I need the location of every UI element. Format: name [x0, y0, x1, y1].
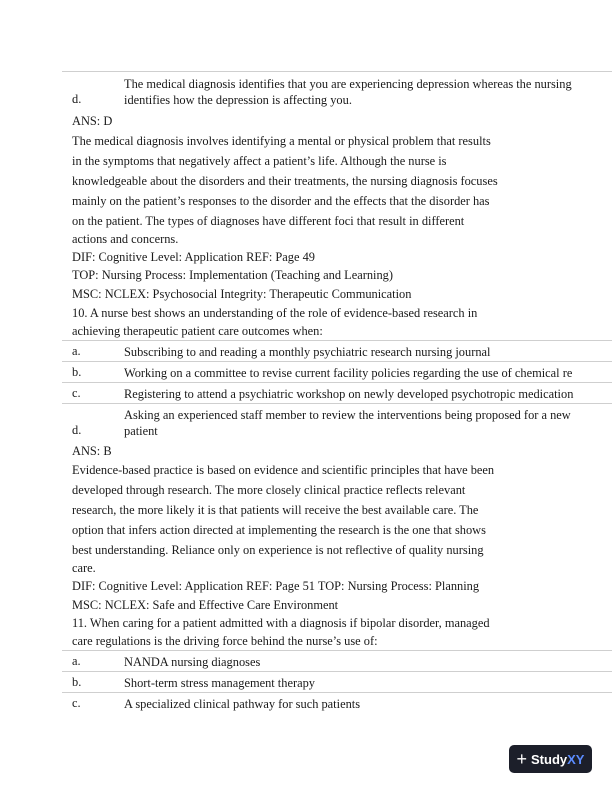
table-divider [62, 71, 612, 72]
q9-rationale-line: The medical diagnosis involves identifying a mental or physical problem that results [72, 134, 491, 148]
q9-meta-line: TOP: Nursing Process: Implementation (Teaching and Learning) [72, 268, 393, 282]
table-divider [62, 403, 612, 404]
q10-answer: ANS: B [72, 444, 112, 458]
table-divider [62, 671, 612, 672]
option-letter: a. [72, 344, 81, 358]
option-text: A specialized clinical pathway for such patients [124, 697, 361, 711]
q10-option-d-line1: Asking an experienced staff member to review the interventions being proposed for a new [124, 408, 571, 422]
q10-rationale-line: research, the more likely it is that patients will receive the best available care. The [72, 503, 479, 517]
option-letter: c. [72, 386, 81, 400]
table-divider [62, 361, 612, 362]
option-text: Registering to attend a psychiatric workshop on newly developed psychotropic medication [124, 387, 574, 401]
q10-rationale-line: Evidence-based practice is based on evidence and scientific principles that have been [72, 463, 495, 477]
q10-rationale-line: care. [72, 561, 96, 575]
option-letter: c. [72, 696, 81, 710]
logo-text-main: Study [531, 751, 568, 767]
table-divider [62, 692, 612, 693]
q10-rationale-line: best understanding. Reliance only on experience is not reflective of quality nursing [72, 543, 484, 557]
q10-meta-line: DIF: Cognitive Level: Application REF: Page 51 TOP: Nursing Process: Planning [72, 579, 480, 593]
q9-rationale-line: knowledgeable about the disorders and their treatments, the nursing diagnosis focuses [72, 174, 498, 188]
option-letter: b. [72, 675, 82, 689]
logo-text-accent: XY [567, 751, 585, 767]
studyxy-logo [509, 745, 592, 773]
q9-meta-line: DIF: Cognitive Level: Application REF: Page 49 [72, 250, 315, 264]
q9-answer: ANS: D [72, 114, 113, 128]
q9-option-d-letter: d. [72, 92, 82, 106]
plus-icon: + [516, 749, 528, 769]
table-divider [62, 382, 612, 383]
q10-stem-line: 10. A nurse best shows an understanding of the role of evidence-based research in [72, 306, 478, 320]
q9-option-d-line1: The medical diagnosis identifies that you are experiencing depression whereas the nursing [124, 77, 572, 91]
option-letter: a. [72, 654, 81, 668]
q9-rationale-line: actions and concerns. [72, 232, 179, 246]
q9-option-d-line2: identifies how the depression is affecting you. [124, 93, 352, 107]
q10-option-d-line2: patient [124, 424, 158, 438]
option-text: Working on a committee to revise current facility policies regarding the use of chemical re [124, 366, 573, 380]
q10-stem-line: achieving therapeutic patient care outcomes when: [72, 324, 323, 338]
q9-rationale-line: in the symptoms that negatively affect a patient’s life. Although the nurse is [72, 154, 447, 168]
q9-rationale-line: on the patient. The types of diagnoses have different foci that result in different [72, 214, 465, 228]
option-text: NANDA nursing diagnoses [124, 655, 261, 669]
q9-rationale-line: mainly on the patient’s responses to the disorder and the effects that the disorder has [72, 194, 490, 208]
q9-meta-line: MSC: NCLEX: Psychosocial Integrity: Therapeutic Communication [72, 287, 412, 301]
table-divider [62, 650, 612, 651]
q10-meta-line: MSC: NCLEX: Safe and Effective Care Environment [72, 598, 339, 612]
q11-stem-line: care regulations is the driving force behind the nurse’s use of: [72, 634, 378, 648]
q11-stem-line: 11. When caring for a patient admitted with a diagnosis if bipolar disorder, managed [72, 616, 490, 630]
q10-option-d-letter: d. [72, 423, 82, 437]
table-divider [62, 340, 612, 341]
option-text: Subscribing to and reading a monthly psychiatric research nursing journal [124, 345, 491, 359]
q10-rationale-line: developed through research. The more closely clinical practice reflects relevant [72, 483, 466, 497]
option-text: Short-term stress management therapy [124, 676, 315, 690]
q10-rationale-line: option that infers action directed at implementing the research is the one that shows [72, 523, 486, 537]
option-letter: b. [72, 365, 82, 379]
